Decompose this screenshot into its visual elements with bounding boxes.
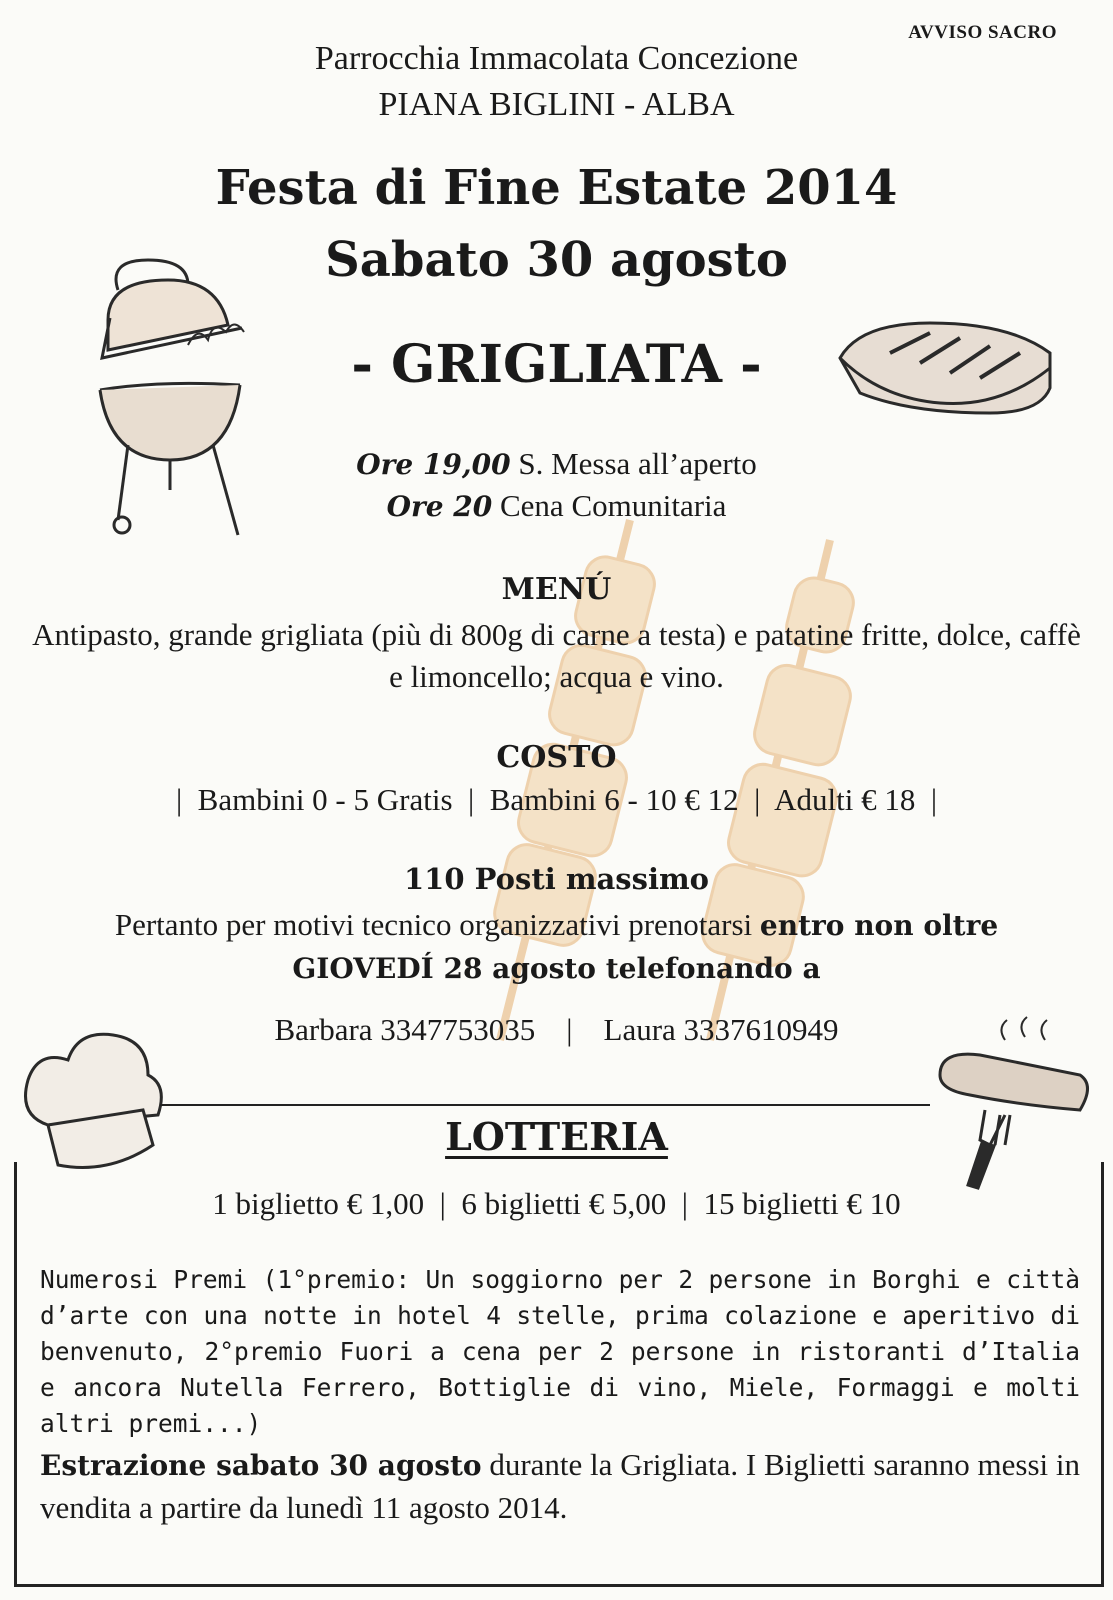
ticket-prices: 1 biglietto € 1,00 | 6 biglietti € 5,00 | 15 biglietti € 10 bbox=[212, 1186, 901, 1221]
booking-deadline: entro non oltre GIOVEDÍ 28 agosto telefonando a bbox=[292, 909, 999, 985]
draw-text bbox=[40, 1444, 1080, 1529]
parish-location: PIANA BIGLINI - ALBA bbox=[378, 86, 735, 123]
draw-date: Estrazione sabato 30 agosto bbox=[40, 1449, 482, 1482]
schedule-dinner bbox=[0, 488, 1113, 524]
contact-name: Barbara bbox=[274, 1012, 373, 1047]
event-title: Festa di Fine Estate 2014 bbox=[215, 160, 898, 216]
contact-phone[interactable]: 3337610949 bbox=[683, 1012, 839, 1047]
prizes-text: Numerosi Premi (1°premio: Un soggiorno per 2 persone in Borghi e città d’arte con una notte in hotel 4 stelle, prima colazione e aperitivo di benvenuto, 2°premio Fuori a cena per 2 persone in ristoranti d’Italia e ancora Nutella Ferrero, Bottiglie di vino, Miele, Formaggi e molti altri premi...) bbox=[40, 1265, 1080, 1438]
section-divider bbox=[160, 1104, 930, 1106]
seats-heading: 110 Posti massimo bbox=[403, 862, 709, 896]
ticket-price: 6 biglietti € 5,00 bbox=[461, 1186, 667, 1221]
schedule-mass-text: S. Messa all’aperto bbox=[510, 446, 757, 481]
schedule-dinner-text: Cena Comunitaria bbox=[492, 488, 727, 523]
menu-heading: MENÚ bbox=[501, 572, 612, 607]
event-date: Sabato 30 agosto bbox=[325, 232, 788, 288]
parish-name: Parrocchia Immacolata Concezione bbox=[314, 40, 799, 77]
ticket-price: 15 biglietti € 10 bbox=[703, 1186, 901, 1221]
lottery-heading-text: LOTTERIA bbox=[445, 1114, 668, 1159]
cost-item: Adulti € 18 bbox=[774, 782, 916, 817]
booking-text bbox=[40, 904, 1073, 990]
notice-label: AVVISO SACRO bbox=[908, 22, 1057, 43]
schedule-mass bbox=[0, 446, 1113, 482]
lottery-heading bbox=[0, 1114, 1113, 1159]
event-subtitle: - GRIGLIATA - bbox=[351, 334, 762, 395]
contact-row: Barbara 3347753035 | Laura 3337610949 bbox=[274, 1012, 839, 1047]
cost-row: | Bambini 0 - 5 Gratis | Bambini 6 - 10 € 12 | Adulti € 18 | bbox=[175, 782, 938, 817]
cost-item: Bambini 0 - 5 Gratis bbox=[197, 782, 453, 817]
booking-intro: Pertanto per motivi tecnico organizzativi prenotarsi bbox=[114, 907, 760, 942]
draw-details: durante la Grigliata. I Biglietti saranno messi in vendita a partire da lunedì 11 agosto 2014. bbox=[40, 1447, 1080, 1525]
cost-item: Bambini 6 - 10 € 12 bbox=[489, 782, 739, 817]
schedule-dinner-time: Ore 20 bbox=[386, 490, 493, 523]
schedule-mass-time: Ore 19,00 bbox=[356, 448, 511, 481]
contact-phone[interactable]: 3347753035 bbox=[380, 1012, 536, 1047]
ticket-price: 1 biglietto € 1,00 bbox=[212, 1186, 425, 1221]
menu-text: Antipasto, grande grigliata (più di 800g di carne a testa) e patatine fritte, dolce, caffè e limoncello; acqua e vino. bbox=[32, 617, 1081, 694]
contact-name: Laura bbox=[603, 1012, 676, 1047]
cost-heading: COSTO bbox=[496, 740, 617, 775]
